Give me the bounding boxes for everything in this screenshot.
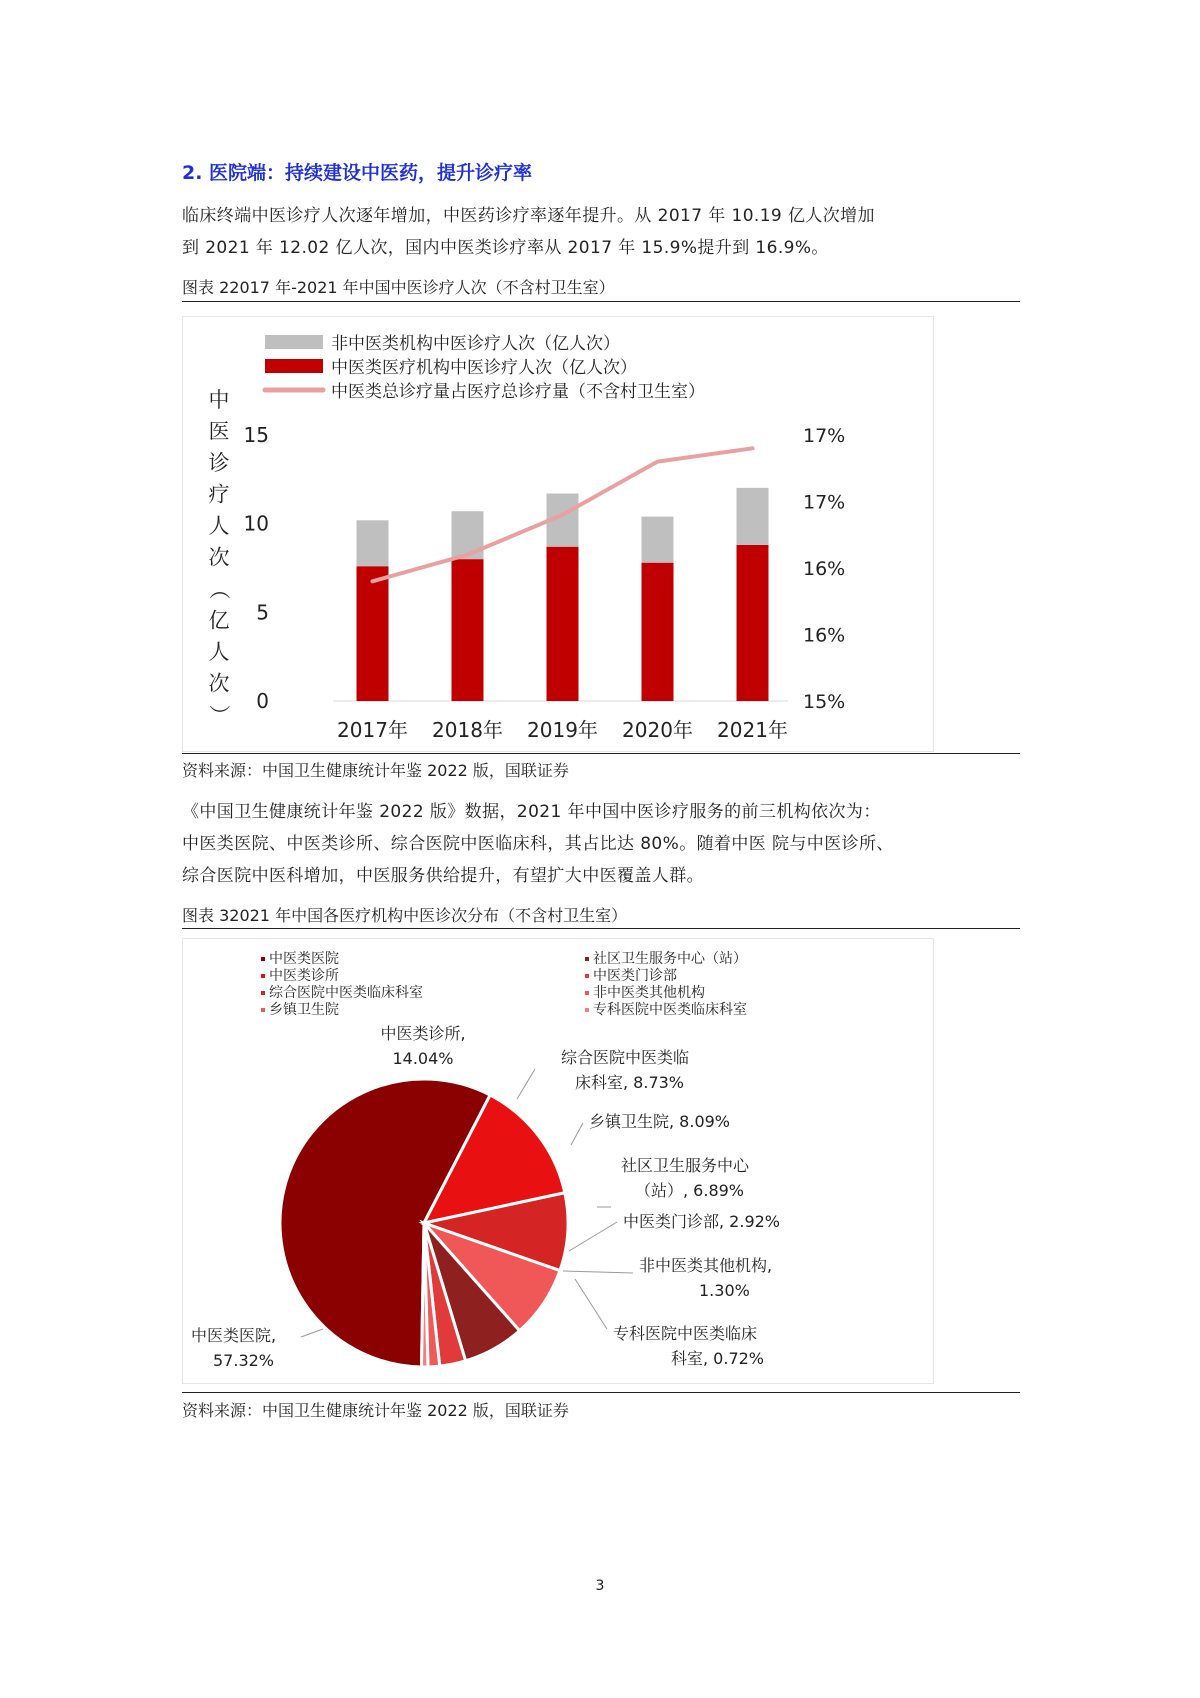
legend-label: 中医类诊所 [269,968,339,984]
pie-data-label: （站）, 6.89% [635,1181,745,1200]
figure3-caption: 图表 32021 年中国各医疗机构中医诊次分布（不含村卫生室） [182,906,628,925]
y-tick-label: 15 [243,423,269,447]
pie-data-label: 床科室, 8.73% [575,1073,685,1092]
y-axis-label-char: 医 [208,419,230,444]
pie-data-label: 专科医院中医类临床 [613,1324,758,1343]
figure3-top-rule [182,928,1020,929]
legend-label: 非中医类其他机构 [593,985,705,1001]
bar-tcm-institution [452,559,484,701]
leader-line [517,1069,535,1099]
figure3-chart-frame [182,938,934,1384]
x-tick-label: 2020年 [622,718,693,742]
legend-label: 乡镇卫生院 [269,1002,339,1018]
y-axis-label-char: （ [207,578,231,600]
x-tick-label: 2019年 [527,718,598,742]
page-number: 3 [595,1578,605,1594]
legend-dot [261,957,265,961]
intro-line-2: 到 2021 年 12.02 亿人次，国内中医类诊疗率从 2017 年 15.9%提升到 16.9%。 [182,238,829,258]
pie-data-label: 科室, 0.72% [671,1349,765,1368]
legend-dot [585,974,589,978]
figure3-bottom-rule [182,1392,1020,1393]
legend-label: 综合医院中医类临床科室 [269,985,423,1001]
leader-line [563,1271,633,1273]
bar-tcm-institution [547,547,579,701]
bar-tcm-institution [642,563,674,701]
legend-dot [585,1008,589,1012]
leader-line [571,1123,583,1145]
pie-data-label: 综合医院中医类临 [561,1048,690,1067]
y-axis-label-char: 亿 [208,608,230,633]
y-axis-label-char: 人 [208,514,230,538]
legend-dot [585,991,589,995]
figure3-source: 资料来源：中国卫生健康统计年鉴 2022 版，国联证券 [182,1401,569,1420]
legend-label: 中医类医院 [269,951,339,967]
legend-label: 中医类医疗机构中医诊疗人次（亿人次） [331,358,637,378]
legend-dot [261,1008,265,1012]
bar-tcm-institution [737,545,769,701]
bar-non-tcm-institution [357,520,389,566]
intro-paragraph [182,200,1020,264]
pie-data-label: 中医类门诊部, 2.92% [623,1212,781,1231]
y-tick-label: 10 [243,511,269,536]
x-tick-label: 2017年 [337,718,408,742]
figure2-top-rule [182,301,1020,302]
legend-swatch [265,335,323,349]
pie-chart [183,939,933,1383]
leader-line [575,1279,607,1329]
y-axis-label-char: 诊 [208,451,230,475]
figure2-caption: 图表 22017 年-2021 年中国中医诊疗人次（不含村卫生室） [182,278,615,297]
x-tick-label: 2018年 [432,718,503,742]
leader-line [301,1329,323,1337]
pie-data-label: 1.30% [699,1281,750,1300]
legend-label: 社区卫生服务中心（站） [593,951,747,967]
bar-non-tcm-institution [642,517,674,563]
pie-data-label: 14.04% [392,1049,454,1068]
legend-swatch [265,359,323,373]
y2-tick-label: 17% [803,425,846,447]
leader-line [569,1222,617,1251]
y-axis-label-char: 疗 [208,482,230,507]
y-tick-label: 5 [256,600,269,625]
pie-data-label: 乡镇卫生院, 8.09% [589,1112,731,1131]
y-axis-label-char: 次 [208,671,230,696]
pie-data-label: 社区卫生服务中心 [621,1156,750,1175]
y-tick-label: 0 [256,689,269,713]
legend-label: 中医类门诊部 [593,968,677,984]
x-tick-label: 2021年 [717,718,788,742]
analysis-paragraph [182,796,1020,892]
analysis-line-2: 中医类医院、中医类诊所、综合医院中医临床科，其占比达 80%。随着中医 院与中医诊所、 [182,834,894,854]
y2-tick-label: 15% [803,691,846,713]
bar-line-chart [183,317,933,751]
y2-tick-label: 17% [803,491,846,514]
pie-data-label: 非中医类其他机构, [639,1256,773,1275]
y-axis-label-char: 人 [208,640,230,664]
legend-dot [261,974,265,978]
legend-label: 中医类总诊疗量占医疗总诊疗量（不含村卫生室） [331,382,705,402]
pie-data-label: 57.32% [213,1351,275,1370]
analysis-line-1: 《中国卫生健康统计年鉴 2022 版》数据，2021 年中国中医诊疗服务的前三机构依次为： [182,802,881,822]
legend-dot [585,957,589,961]
figure2-source: 资料来源：中国卫生健康统计年鉴 2022 版，国联证券 [182,761,569,780]
figure2-bottom-rule [182,753,1020,754]
intro-line-1: 临床终端中医诊疗人次逐年增加，中医药诊疗率逐年提升。从 2017 年 10.19 亿人次增加 [182,206,875,226]
bar-tcm-institution [357,566,389,701]
y2-tick-label: 16% [803,558,846,580]
section-heading: 2. 医院端：持续建设中医药，提升诊疗率 [182,162,533,184]
pie-data-label: 中医类诊所, [380,1024,466,1043]
pie-data-label: 中医类医院, [191,1326,277,1345]
legend-label: 专科医院中医类临床科室 [593,1002,747,1018]
bar-non-tcm-institution [737,488,769,545]
legend-label: 非中医类机构中医诊疗人次（亿人次） [331,334,620,354]
y-axis-label-char: 次 [208,545,230,570]
figure2-chart-frame [182,316,934,752]
y-axis-label-char: 中 [208,388,230,412]
y-axis-label-char: ） [207,704,231,726]
analysis-line-3: 综合医院中医科增加，中医服务供给提升，有望扩大中医覆盖人群。 [182,866,704,886]
legend-dot [261,991,265,995]
y2-tick-label: 16% [803,624,846,647]
